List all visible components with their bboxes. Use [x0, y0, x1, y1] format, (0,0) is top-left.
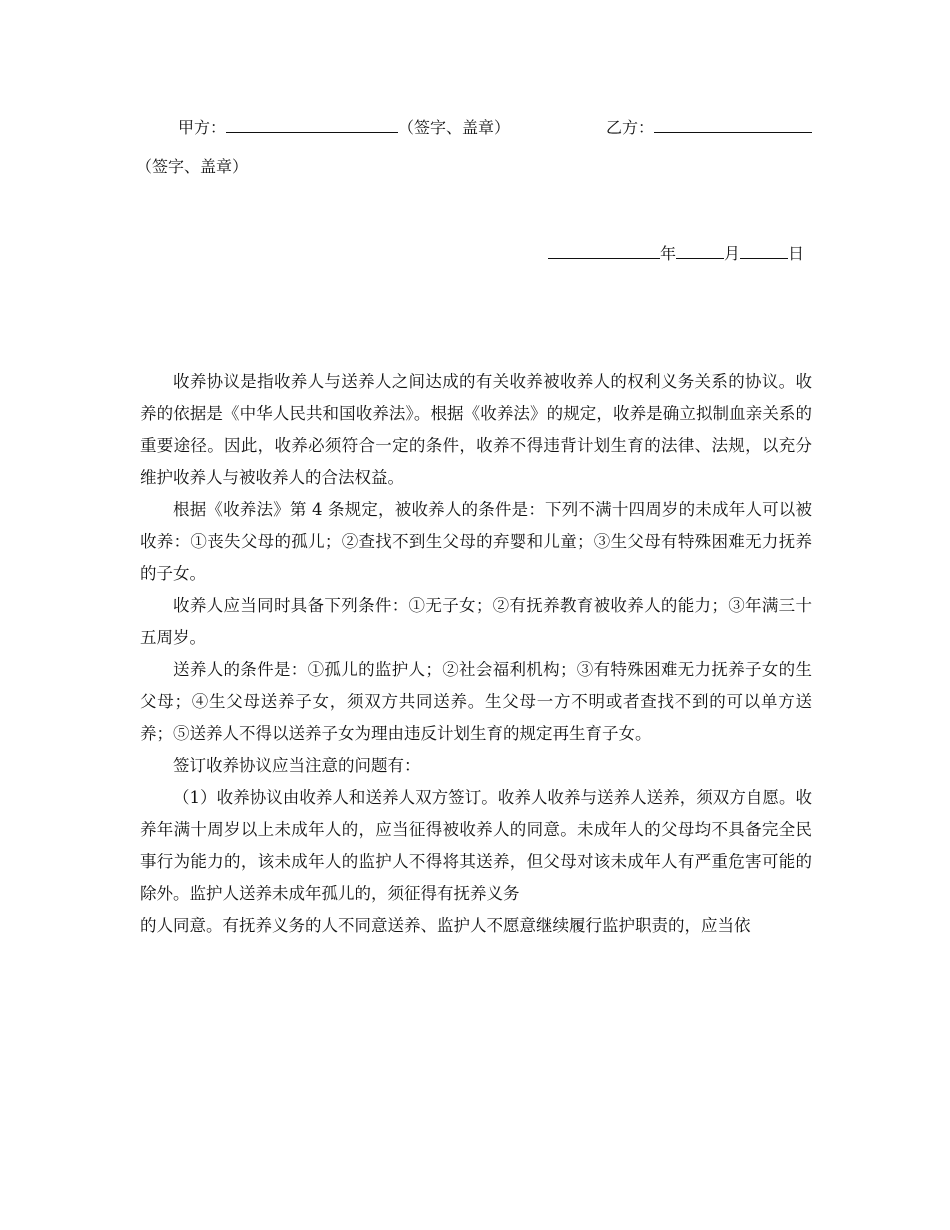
month-blank — [676, 242, 724, 259]
paragraph-definition: 收养协议是指收养人与送养人之间达成的有关收养被收养人的权利义务关系的协议。收养的依据是《中华人民共和国收养法》。根据《收养法》的规定，收养是确立拟制血亲关系的重要途径。因此，收养必须符合一定的条件，收养不得违背计划生育的法律、法规，以充分维护收养人与被收养人的合法权益。 — [140, 372, 812, 487]
day-blank — [740, 242, 788, 259]
paragraph-note-1-continued: 的人同意。有抚养义务的人不同意送养、监护人不愿意继续履行监护职责的，应当依 — [140, 916, 751, 935]
party-b-signature-blank — [654, 116, 812, 133]
party-b-signature — [606, 116, 812, 138]
year-label: 年 — [660, 244, 677, 263]
paragraph-note-1: （1）收养协议由收养人和送养人双方签订。收养人收养与送养人送养，须双方自愿。收养年满十周岁以上未成年人的，应当征得被收养人的同意。未成年人的父母均不具备完全民事行为能力的，该未成年人的监护人不得将其送养，但父母对该未成年人有严重危害可能的除外。监护人送养未成年孤儿的，须征得有抚养义务 — [140, 788, 812, 903]
party-a-signature-blank — [226, 116, 398, 133]
party-b-label: 乙方： — [606, 118, 655, 137]
document-body — [140, 366, 812, 942]
paragraph-notes-heading: 签订收养协议应当注意的问题有： — [173, 756, 421, 775]
paragraph-placer-conditions: 送养人的条件是：①孤儿的监护人；②社会福利机构；③有特殊困难无力抚养子女的生父母；④生父母送养子女，须双方共同送养。生父母一方不明或者查找不到的可以单方送养；⑤送养人不得以送养子女为理由违反计划生育的规定再生育子女。 — [140, 660, 812, 743]
year-blank — [548, 242, 660, 259]
signature-row — [178, 116, 510, 138]
day-label: 日 — [788, 244, 805, 263]
party-a-label: 甲方： — [178, 118, 227, 137]
paragraph-adoptee-conditions: 根据《收养法》第 4 条规定，被收养人的条件是：下列不满十四周岁的未成年人可以被收养：①丧失父母的孤儿；②查找不到生父母的弃婴和儿童；③生父母有特殊困难无力抚养的子女。 — [140, 500, 812, 583]
party-a-sign-seal-note: （签字、盖章） — [398, 118, 511, 137]
month-label: 月 — [724, 244, 741, 263]
party-b-sign-seal-note: （签字、盖章） — [136, 157, 249, 176]
paragraph-adopter-conditions: 收养人应当同时具备下列条件：①无子女；②有抚养教育被收养人的能力；③年满三十五周岁。 — [140, 596, 812, 647]
date-row — [548, 242, 804, 264]
